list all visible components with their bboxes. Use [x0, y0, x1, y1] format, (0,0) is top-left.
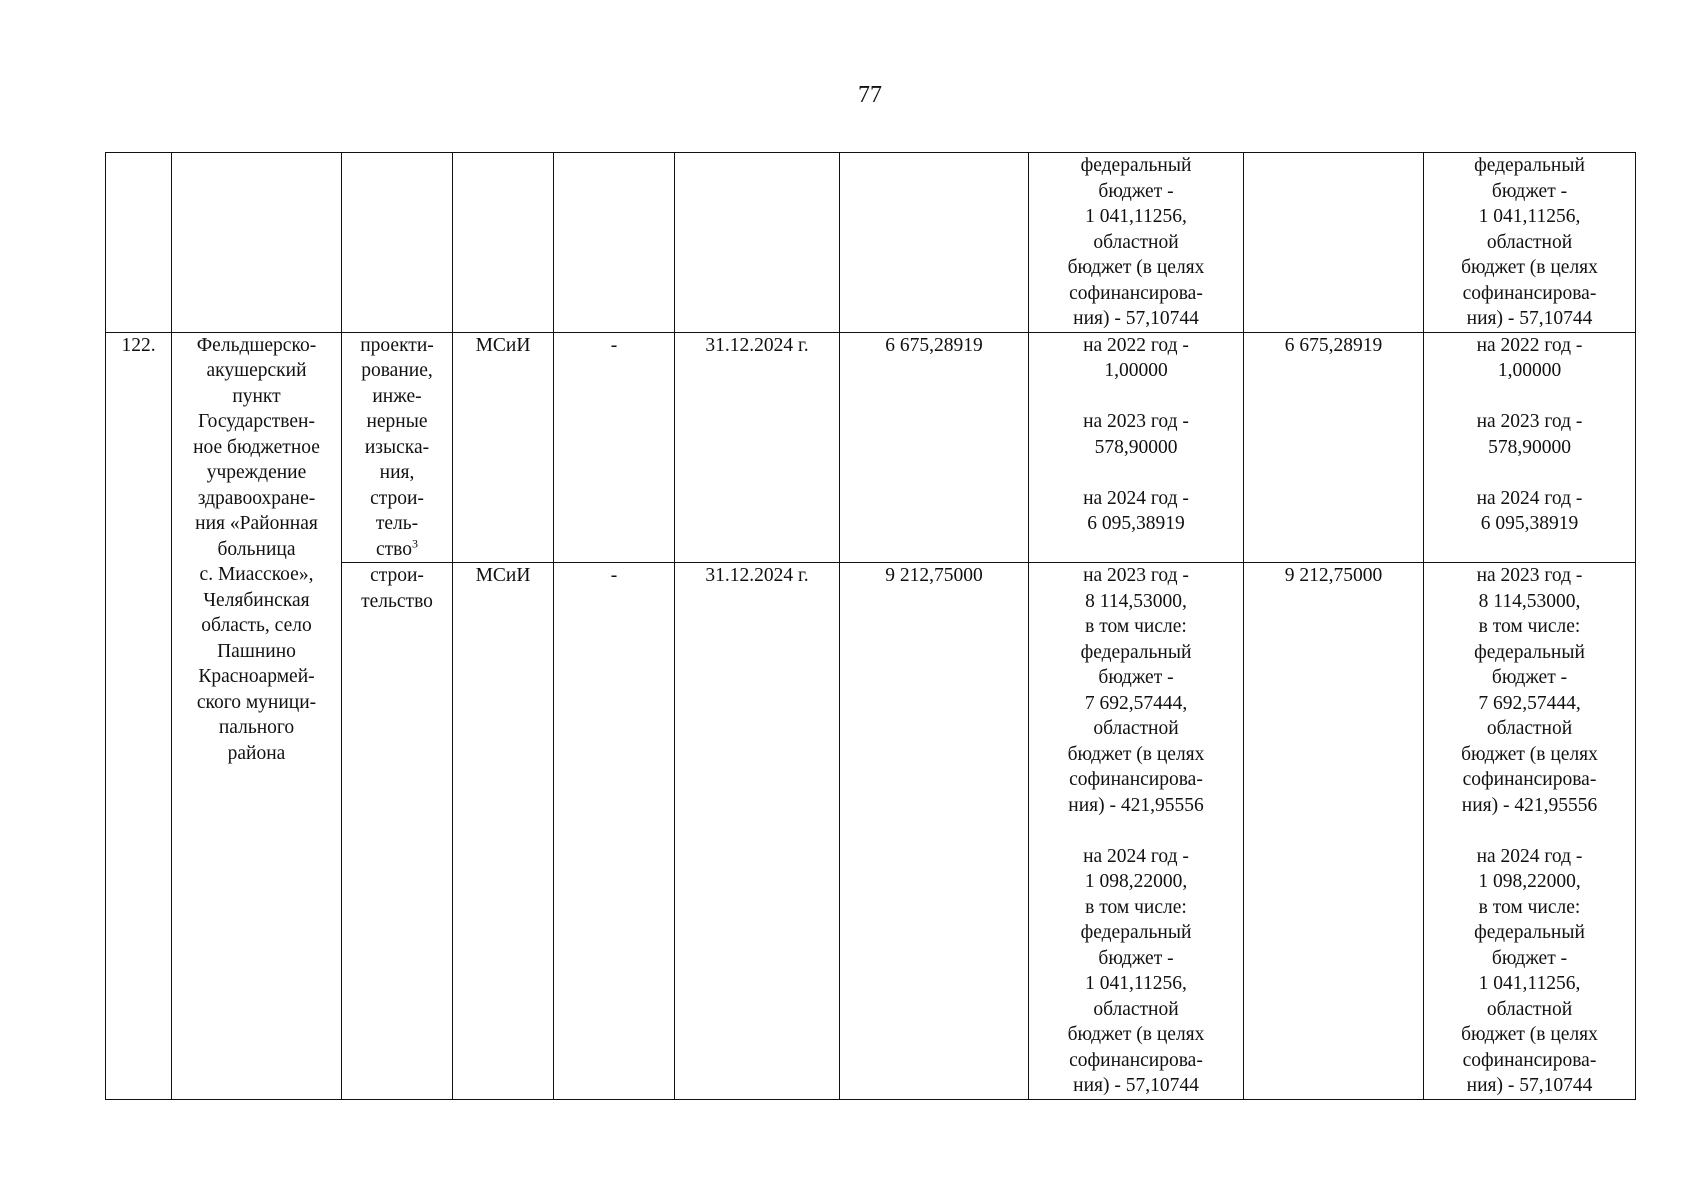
- cell-empty: [675, 153, 840, 333]
- text-line: федеральный: [1080, 155, 1192, 176]
- funding-line: 8 114,53000,: [1085, 590, 1187, 612]
- continuation-row: [106, 153, 1636, 333]
- cost-right: 9 212,75000: [1244, 563, 1424, 1100]
- table-row: [106, 332, 1636, 563]
- completion-date: 31.12.2024 г.: [675, 563, 840, 1100]
- funding-line: областной: [1486, 998, 1573, 1020]
- funding-line: федеральный: [1080, 641, 1192, 663]
- funding-line: 1 098,22000,: [1084, 871, 1188, 892]
- text-line: учреждение: [206, 462, 307, 483]
- group-gap: [1033, 818, 1239, 844]
- funding-line: федеральный: [1080, 922, 1192, 943]
- funding-line: бюджет (в целях: [1067, 1024, 1205, 1045]
- work-type: [342, 332, 453, 563]
- funding-line: 578,90000: [1094, 436, 1178, 458]
- text-line: бюджет (в целях: [1461, 257, 1598, 278]
- text-line: Красноармей-: [198, 666, 315, 687]
- text-line: 1 041,11256,: [1085, 206, 1187, 227]
- funding-line: на 2023 год -: [1083, 411, 1189, 432]
- funding-line: бюджет (в целях: [1461, 743, 1598, 765]
- text-line: ство: [375, 538, 412, 560]
- text-line: областной: [1486, 231, 1573, 253]
- text-line: бюджет -: [1491, 180, 1568, 202]
- funding-line: в том числе:: [1085, 896, 1187, 918]
- text-line: тельство: [361, 590, 433, 612]
- text-line: проекти-: [360, 334, 434, 356]
- text-line: инже-: [372, 385, 422, 407]
- funding-line: федеральный: [1474, 641, 1585, 663]
- cost-right: 6 675,28919: [1244, 332, 1424, 563]
- text-line: область, село: [201, 615, 312, 636]
- funding-line: на 2022 год -: [1476, 334, 1583, 356]
- footnote-mark: 3: [412, 536, 418, 550]
- text-line: бюджет -: [1098, 180, 1174, 202]
- group-gap: [1428, 384, 1631, 410]
- text-line: района: [227, 742, 286, 764]
- funding-line: 1,00000: [1497, 360, 1562, 381]
- funding-line: на 2023 год -: [1476, 411, 1583, 432]
- funding-cell: [1029, 153, 1244, 333]
- dash: -: [554, 332, 675, 563]
- text-line: ского муници-: [196, 691, 317, 713]
- text-line: строи-: [370, 565, 424, 586]
- work-type: [342, 563, 453, 1100]
- group-gap: [1428, 818, 1631, 844]
- funding-line: областной: [1093, 718, 1179, 739]
- funding-line: 1,00000: [1104, 360, 1168, 381]
- funding-cell-right: [1424, 563, 1636, 1100]
- text-line: больница: [217, 538, 296, 560]
- text-line: тель-: [375, 513, 419, 534]
- funding-line: ния) - 421,95556: [1068, 794, 1204, 816]
- dash: -: [554, 563, 675, 1100]
- text-line: софинансирова-: [1069, 282, 1203, 304]
- funding-line: бюджет (в целях: [1461, 1024, 1598, 1045]
- item-number: 122.: [106, 332, 172, 1099]
- funding-line: 6 095,38919: [1087, 513, 1185, 534]
- funding-line: 6 095,38919: [1480, 513, 1579, 534]
- funding-line: 7 692,57444,: [1478, 692, 1581, 714]
- cell-empty: [554, 153, 675, 333]
- text-line: здравоохране-: [197, 487, 316, 509]
- funding-line: 7 692,57444,: [1084, 692, 1188, 714]
- text-line: Фельдшерско-: [196, 334, 317, 356]
- funding-line: 1 041,11256,: [1478, 973, 1581, 994]
- cell-empty: [1244, 153, 1424, 333]
- group-gap: [1428, 460, 1631, 486]
- funding-line: на 2024 год -: [1083, 487, 1189, 509]
- funding-line: бюджет -: [1098, 667, 1174, 688]
- text-line: Пашнино: [217, 640, 296, 662]
- text-line: софинансирова-: [1462, 282, 1597, 304]
- funding-line: бюджет -: [1098, 947, 1174, 969]
- funding-line: бюджет -: [1491, 667, 1568, 688]
- text-line: ния «Районная: [195, 513, 318, 534]
- funding-cell: [1029, 563, 1244, 1100]
- funding-line: федеральный: [1474, 922, 1585, 943]
- text-line: ния) - 57,10744: [1073, 308, 1199, 329]
- funding-line: софинансирова-: [1462, 1049, 1597, 1071]
- funding-cell: [1029, 332, 1244, 563]
- cost: 6 675,28919: [840, 332, 1029, 563]
- funding-line: 8 114,53000,: [1478, 590, 1581, 612]
- funding-line: в том числе:: [1085, 616, 1187, 637]
- text-line: строи-: [370, 487, 424, 509]
- funding-line: софинансирова-: [1069, 1049, 1203, 1071]
- funding-line: на 2024 год -: [1476, 487, 1583, 509]
- agency: МСиИ: [453, 332, 554, 563]
- text-line: ное бюджетное: [193, 436, 320, 458]
- funding-line: бюджет -: [1491, 947, 1568, 969]
- page-number: 77: [858, 82, 882, 108]
- budget-table: [105, 152, 1636, 1100]
- funding-cell-right: [1424, 332, 1636, 563]
- text-line: 1 041,11256,: [1478, 206, 1581, 227]
- text-line: пального: [218, 717, 295, 738]
- funding-line: в том числе:: [1478, 896, 1581, 918]
- text-line: областной: [1093, 231, 1179, 253]
- text-line: с. Миасское»,: [199, 564, 314, 585]
- text-line: пункт: [232, 385, 281, 407]
- funding-line: ния) - 421,95556: [1461, 794, 1598, 816]
- agency: МСиИ: [453, 563, 554, 1100]
- text-line: бюджет (в целях: [1067, 257, 1205, 278]
- text-line: акушерский: [206, 360, 307, 381]
- cell-empty: [172, 153, 342, 333]
- cell-empty: [106, 153, 172, 333]
- funding-line: ния) - 57,10744: [1466, 1075, 1593, 1096]
- funding-line: на 2023 год -: [1476, 565, 1583, 586]
- group-gap: [1033, 460, 1239, 486]
- text-line: ния,: [379, 462, 415, 483]
- text-line: Челябинская: [203, 589, 310, 611]
- funding-line: 1 098,22000,: [1478, 871, 1581, 892]
- text-line: ния) - 57,10744: [1466, 308, 1593, 329]
- text-line: нерные: [366, 411, 428, 432]
- funding-line: софинансирова-: [1069, 769, 1203, 790]
- funding-line: 578,90000: [1488, 436, 1571, 458]
- completion-date: 31.12.2024 г.: [675, 332, 840, 563]
- funding-line: областной: [1093, 998, 1179, 1020]
- funding-cell-right: [1424, 153, 1636, 333]
- funding-line: областной: [1486, 718, 1573, 739]
- funding-line: на 2022 год -: [1083, 334, 1189, 356]
- text-line: Государствен-: [198, 411, 315, 432]
- cell-empty: [840, 153, 1029, 333]
- funding-line: софинансирова-: [1462, 769, 1597, 790]
- funding-line: 1 041,11256,: [1085, 973, 1187, 994]
- text-line: федеральный: [1474, 155, 1585, 176]
- funding-line: на 2024 год -: [1083, 845, 1189, 867]
- cost: 9 212,75000: [840, 563, 1029, 1100]
- funding-line: на 2024 год -: [1476, 845, 1583, 867]
- text-line: рование,: [361, 360, 433, 381]
- item-name: [172, 332, 342, 1099]
- text-line: изыска-: [364, 436, 430, 458]
- funding-line: на 2023 год -: [1083, 565, 1189, 586]
- funding-line: бюджет (в целях: [1067, 743, 1205, 765]
- cell-empty: [342, 153, 453, 333]
- funding-line: в том числе:: [1478, 616, 1581, 637]
- funding-line: ния) - 57,10744: [1073, 1075, 1199, 1096]
- group-gap: [1033, 384, 1239, 410]
- cell-empty: [453, 153, 554, 333]
